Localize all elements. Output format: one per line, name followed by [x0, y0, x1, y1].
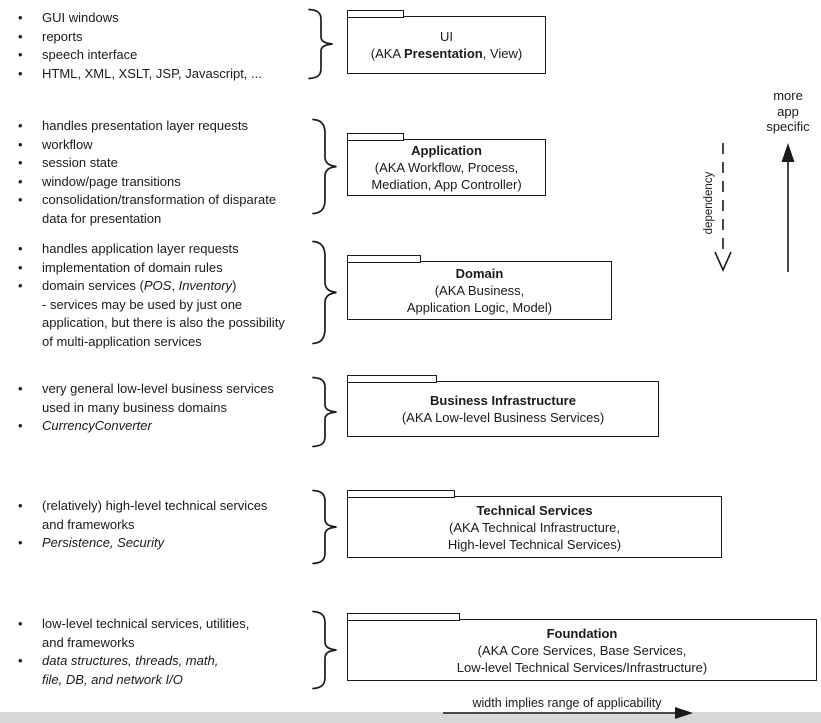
bullet-item	[16, 380, 326, 399]
text-segment: CurrencyConverter	[42, 418, 152, 433]
text-segment: Inventory	[178, 278, 233, 293]
more-app-specific-line: app	[777, 103, 799, 119]
text-segment: of multi-application services	[42, 333, 202, 349]
bullet-item	[16, 240, 346, 259]
text-segment: HTML, XML, XSLT, JSP, Javascript, ...	[42, 65, 262, 81]
bullet-dot-icon: •	[18, 616, 23, 631]
curly-brace-icon	[310, 240, 340, 345]
package-business-infrastructure	[347, 375, 659, 437]
bullet-text	[42, 260, 223, 275]
bullet-text	[42, 535, 164, 550]
bullet-dot-icon: •	[18, 278, 23, 293]
bullet-item	[16, 65, 326, 84]
bullet-item	[16, 277, 346, 296]
package-tab	[347, 255, 421, 263]
text-segment: session state	[42, 155, 118, 170]
width-applicability-arrow-icon	[440, 701, 700, 723]
text-segment: (AKA Business,	[434, 283, 525, 299]
bullet-continuation-line	[16, 516, 326, 535]
text-segment: (AKA Workflow, Process,	[374, 160, 519, 176]
ui-bullet-list	[16, 9, 326, 83]
bullet-continuation-line	[16, 671, 326, 690]
bullet-item	[16, 417, 326, 436]
bullet-dot-icon: •	[18, 118, 23, 133]
bullet-item	[16, 534, 326, 553]
text-segment: Low-level Technical Services/Infrastructure)	[456, 659, 708, 675]
bullet-continuation-line	[16, 399, 326, 418]
more-app-specific-arrow-icon	[770, 140, 806, 275]
package-body-technical-services	[347, 496, 722, 558]
package-aka-line	[478, 642, 687, 659]
text-segment: Presentation	[404, 46, 483, 62]
bullet-text	[42, 616, 249, 631]
bullet-dot-icon: •	[18, 155, 23, 170]
package-aka-line	[407, 299, 552, 316]
bullet-item	[16, 173, 326, 192]
text-segment: (AKA	[370, 46, 404, 62]
text-segment: Application Logic, Model)	[406, 300, 553, 316]
text-segment: , View)	[482, 46, 523, 62]
text-segment: reports	[42, 28, 83, 44]
package-aka-line	[449, 519, 620, 536]
bullet-item	[16, 9, 326, 28]
bullet-dot-icon: •	[18, 47, 23, 62]
text-segment: POS	[143, 278, 172, 293]
package-aka-line	[371, 176, 521, 193]
bullet-item	[16, 497, 326, 516]
bullet-text	[42, 47, 137, 62]
text-segment: used in many business domains	[42, 399, 227, 415]
bullet-text	[42, 381, 274, 396]
text-segment: Business Infrastructure	[430, 393, 576, 409]
bullet-item	[16, 28, 326, 47]
bullet-dot-icon: •	[18, 10, 23, 25]
text-segment: (AKA Low-level Business Services)	[401, 410, 605, 426]
bullet-continuation-line	[16, 634, 326, 653]
more-app-specific-line: more	[773, 88, 803, 103]
package-tab	[347, 10, 404, 18]
bullet-text	[42, 334, 202, 349]
curly-brace-icon	[306, 8, 336, 80]
curly-brace-icon	[310, 376, 340, 448]
package-tab	[347, 375, 437, 383]
bullet-dot-icon: •	[18, 535, 23, 550]
domain-bullet-list	[16, 240, 346, 351]
bullet-text	[42, 29, 82, 44]
bullet-dot-icon: •	[18, 653, 23, 668]
package-tab	[347, 490, 455, 498]
text-segment: window/page transitions	[42, 173, 181, 189]
bullet-text	[42, 137, 93, 152]
bullet-dot-icon: •	[18, 28, 23, 44]
bullet-text	[42, 653, 218, 668]
text-segment: (AKA Technical Infrastructure,	[448, 519, 620, 535]
bullet-dot-icon: •	[18, 65, 23, 81]
bullet-item	[16, 46, 326, 65]
bullet-item	[16, 191, 326, 210]
text-segment: Domain	[455, 266, 504, 282]
bullet-continuation-line	[16, 296, 346, 315]
bullet-item	[16, 652, 326, 671]
bullet-text	[42, 315, 285, 330]
bullet-dot-icon: •	[18, 241, 23, 256]
text-segment: ,	[171, 278, 179, 293]
bullet-text	[42, 517, 134, 532]
bullet-continuation-line	[16, 210, 326, 229]
text-segment: Technical Services	[476, 502, 593, 518]
package-title	[547, 625, 618, 642]
more-app-specific-line: specific	[766, 119, 810, 134]
package-title	[476, 502, 592, 519]
package-body-business-infrastructure	[347, 381, 659, 437]
text-segment: file, DB, and network I/O	[42, 671, 183, 687]
bullet-text	[42, 278, 236, 293]
text-segment: data structures, threads, math,	[42, 653, 219, 668]
bullet-item	[16, 259, 346, 278]
package-aka-line	[457, 659, 707, 676]
bullet-text	[42, 174, 181, 189]
text-segment: implementation of domain rules	[42, 259, 223, 275]
bullet-dot-icon: •	[18, 259, 23, 275]
package-aka-line	[375, 159, 519, 176]
text-segment: Application	[411, 143, 482, 159]
package-application	[347, 133, 546, 196]
bullet-text	[42, 635, 134, 650]
bullet-item	[16, 615, 326, 634]
bullet-dot-icon: •	[18, 498, 23, 513]
text-segment: speech interface	[42, 47, 138, 62]
package-ui	[347, 10, 546, 74]
package-aka-line	[435, 282, 525, 299]
package-body-domain	[347, 261, 612, 320]
package-tab	[347, 133, 404, 141]
text-segment: handles application layer requests	[42, 241, 239, 256]
curly-brace-icon	[310, 118, 340, 215]
curly-brace-icon	[310, 489, 340, 565]
curly-brace-icon	[310, 610, 340, 690]
bullet-continuation-line	[16, 314, 346, 333]
bullet-text	[42, 118, 248, 133]
text-segment: consolidation/transformation of disparate	[42, 192, 277, 207]
package-foundation	[347, 613, 817, 681]
package-body-ui	[347, 16, 546, 74]
package-body-foundation	[347, 619, 817, 681]
package-title	[440, 28, 453, 45]
text-segment: High-level Technical Services)	[447, 536, 622, 552]
bullet-item	[16, 117, 326, 136]
foundation-bullet-list	[16, 615, 326, 689]
package-domain	[347, 255, 612, 320]
text-segment: domain services (	[42, 278, 144, 293]
text-segment: )	[232, 278, 237, 293]
application-bullet-list	[16, 117, 326, 228]
bullet-dot-icon: •	[18, 418, 23, 433]
text-segment: (AKA Core Services, Base Services,	[477, 642, 687, 658]
bullet-dot-icon: •	[18, 381, 23, 396]
text-segment: - services may be used by just one	[42, 296, 243, 312]
technical-services-bullet-list	[16, 497, 326, 553]
package-technical-services	[347, 490, 722, 558]
bullet-text	[42, 672, 183, 687]
text-segment: GUI windows	[42, 10, 119, 25]
bullet-item	[16, 154, 326, 173]
bullet-text	[42, 192, 276, 207]
more-app-specific-label	[758, 88, 818, 135]
package-tab	[347, 613, 460, 621]
text-segment: and frameworks	[42, 634, 135, 650]
bullet-item	[16, 136, 326, 155]
package-aka-line	[448, 536, 621, 553]
text-segment: (relatively) high-level technical services	[42, 498, 268, 513]
text-segment: UI	[440, 29, 453, 45]
bullet-text	[42, 211, 161, 226]
text-segment: workflow	[42, 136, 93, 152]
bullet-dot-icon: •	[18, 173, 23, 189]
text-segment: and frameworks	[42, 516, 135, 532]
text-segment: Foundation	[546, 625, 618, 641]
business-infrastructure-bullet-list	[16, 380, 326, 436]
bullet-text	[42, 400, 227, 415]
text-segment: data for presentation	[42, 210, 162, 226]
bullet-continuation-line	[16, 333, 346, 352]
bullet-text	[42, 241, 239, 256]
dependency-arrow-icon	[705, 140, 741, 275]
text-segment: Mediation, App Controller)	[371, 177, 522, 193]
bullet-text	[42, 10, 119, 25]
text-segment: low-level technical services, utilities,	[42, 616, 250, 631]
text-segment: very general low-level business services	[42, 381, 274, 396]
package-body-application	[347, 139, 546, 196]
text-segment: Persistence, Security	[42, 535, 165, 550]
bullet-dot-icon: •	[18, 192, 23, 207]
package-title	[411, 142, 482, 159]
bullet-dot-icon: •	[18, 136, 23, 152]
package-title	[456, 265, 504, 282]
bullet-text	[42, 66, 262, 81]
package-aka-line	[371, 45, 523, 62]
bullet-text	[42, 498, 267, 513]
text-segment: application, but there is also the possibility	[42, 315, 285, 330]
package-aka-line	[402, 409, 604, 426]
bullet-text	[42, 155, 118, 170]
width-applicability-label: width implies range of applicability	[472, 696, 662, 710]
bullet-text	[42, 418, 152, 433]
dependency-label: dependency	[703, 171, 715, 235]
package-title	[430, 392, 576, 409]
text-segment: handles presentation layer requests	[42, 118, 248, 133]
bullet-text	[42, 297, 242, 312]
